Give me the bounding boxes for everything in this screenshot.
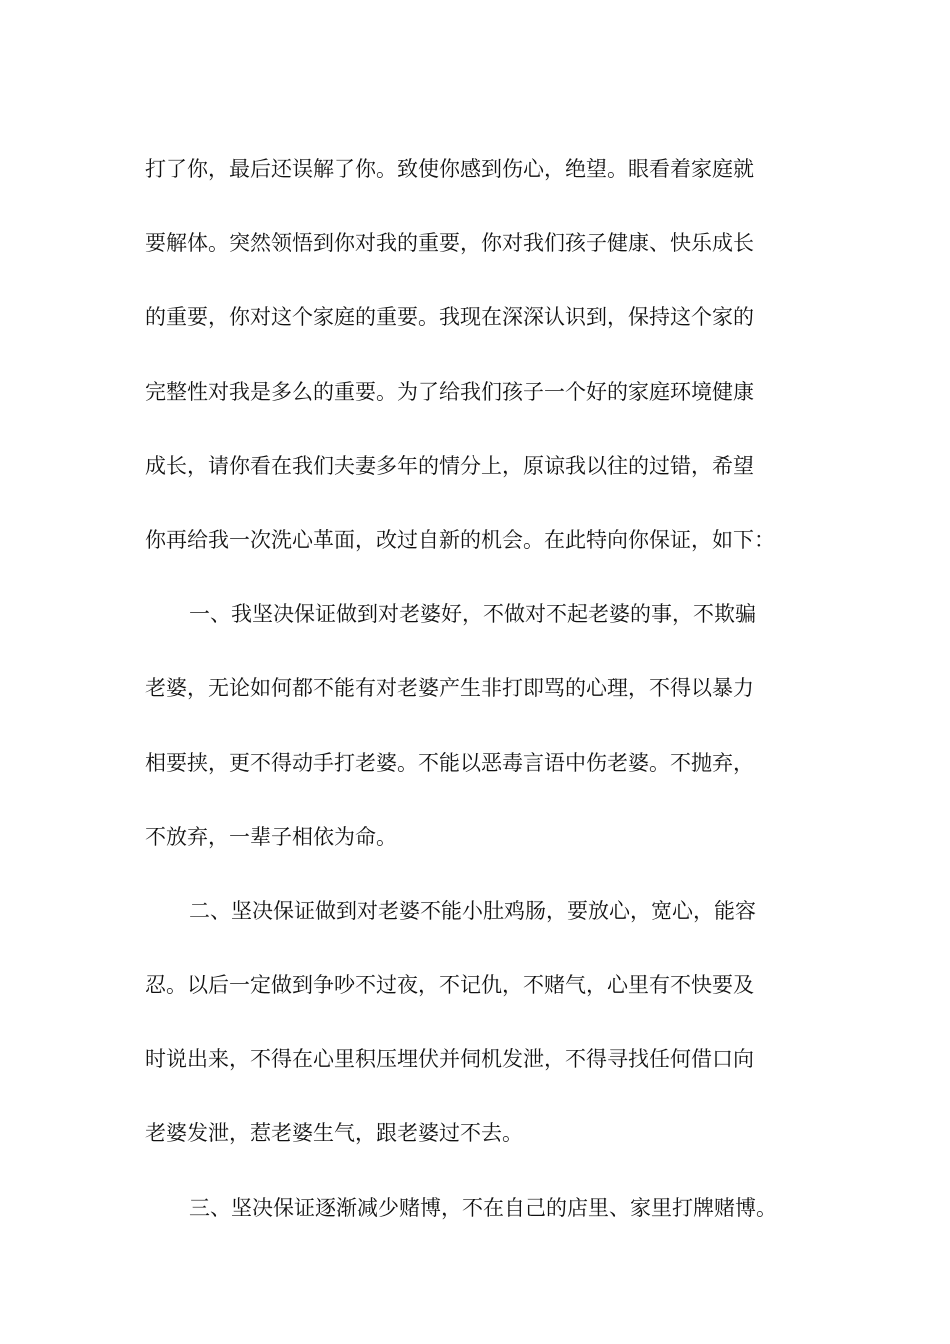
text-line: 老婆发泄，惹老婆生气，跟老婆过不去。 (145, 1121, 523, 1146)
text-line: 时说出来，不得在心里积压埋伏并伺机发泄，不得寻找任何借口向 (145, 1047, 754, 1072)
document-body (145, 132, 835, 1245)
text-line: 忍。以后一定做到争吵不过夜，不记仇，不赌气，心里有不快要及 (145, 973, 754, 998)
text-line: 你再给我一次洗心革面，改过自新的机会。在此特向你保证，如下： (145, 527, 775, 552)
text-line: 相要挟，更不得动手打老婆。不能以恶毒言语中伤老婆。不抛弃， (145, 750, 754, 775)
text-line: 老婆，无论如何都不能有对老婆产生非打即骂的心理，不得以暴力 (145, 676, 754, 701)
paragraph-start-line: 二、坚决保证做到对老婆不能小肚鸡肠，要放心，宽心，能容 (189, 898, 756, 923)
text-line: 打了你，最后还误解了你。致使你感到伤心，绝望。眼看着家庭就 (145, 157, 754, 181)
paragraph-start-line: 一、我坚决保证做到对老婆好，不做对不起老婆的事，不欺骗 (189, 602, 756, 627)
text-line: 要解体。突然领悟到你对我的重要，你对我们孩子健康、快乐成长 (145, 231, 754, 256)
text-line: 完整性对我是多么的重要。为了给我们孩子一个好的家庭环境健康 (145, 379, 754, 404)
paragraph-start-line: 三、坚决保证逐渐减少赌博，不在自己的店里、家里打牌赌博。 (189, 1195, 777, 1220)
text-line: 成长，请你看在我们夫妻多年的情分上，原谅我以往的过错，希望 (145, 453, 754, 478)
text-line: 的重要，你对这个家庭的重要。我现在深深认识到，保持这个家的 (145, 305, 754, 330)
text-line: 不放弃，一辈子相依为命。 (145, 824, 397, 849)
